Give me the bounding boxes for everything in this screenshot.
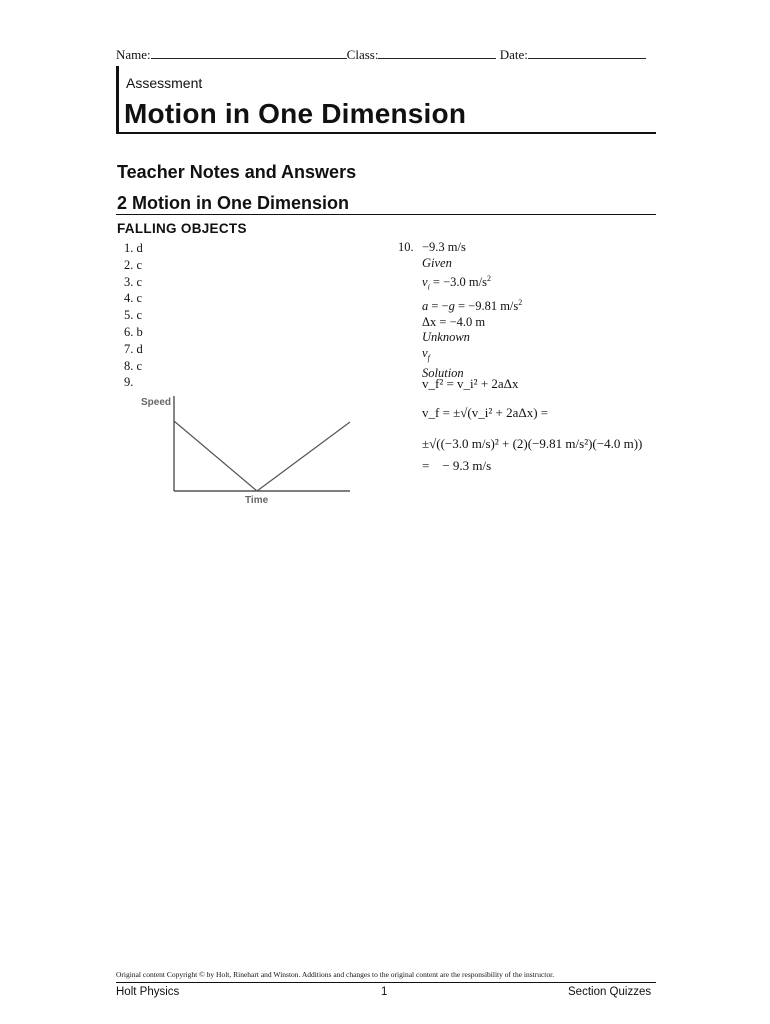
- page-title: Motion in One Dimension: [124, 98, 467, 129]
- given-label: Given: [422, 255, 452, 270]
- footer-book-title: Holt Physics: [116, 986, 180, 998]
- equation-3: ±√((−3.0 m/s)² + (2)(−9.81 m/s²)(−4.0 m)): [422, 436, 643, 451]
- equation-2: v_f = ±√(v_i² + 2aΔx) =: [422, 405, 549, 420]
- solution-label: Solution: [422, 365, 464, 380]
- date-label: Date:: [499, 47, 528, 62]
- answer-item: 5. c: [124, 308, 143, 323]
- section-heading: FALLING OBJECTS: [117, 221, 247, 236]
- chapter-heading: 2 Motion in One Dimension: [117, 193, 350, 213]
- name-label: Name:: [116, 47, 151, 62]
- vi-line: $v_i = -3.0$ $m/s^2$: [422, 274, 491, 292]
- answer-item: 9.: [124, 375, 134, 390]
- q10-answer: −9.3 m/s: [422, 240, 466, 254]
- equation-4: = − 9.3 m/s: [422, 458, 492, 473]
- a-line: a = −g = −9.81 $m/s^2$: [422, 298, 523, 314]
- class-blank: [378, 46, 496, 59]
- page-number: 1: [381, 986, 388, 998]
- graph-xlabel: Time: [245, 495, 269, 506]
- equation-1: v_f² = v_i² + 2aΔx: [422, 376, 519, 391]
- question-10: [398, 240, 522, 381]
- answer-item: 4. c: [124, 291, 143, 306]
- answer-item: 6. b: [124, 324, 143, 339]
- footer-section-title: Section Quizzes: [568, 986, 652, 998]
- dx-line: Δx = −4.0 m: [422, 314, 486, 329]
- copyright-notice: Original content Copyright © by Holt, Rinehart and Winston. Additions and changes to the original content are the responsibility of the instructor.: [116, 970, 555, 979]
- class-label: Class:: [346, 47, 379, 62]
- vf-line: $v_f$: [422, 345, 430, 363]
- chapter-divider: [116, 214, 656, 215]
- answer-item: 8. c: [124, 358, 143, 373]
- notes-heading: Teacher Notes and Answers: [117, 162, 357, 182]
- answer-item: 3. c: [124, 274, 143, 289]
- footer-divider: [116, 982, 656, 983]
- q10-number: 10.: [398, 240, 414, 254]
- title-divider: [116, 132, 656, 134]
- speed-increase-line: [257, 422, 350, 491]
- assessment-kicker: Assessment: [126, 75, 203, 91]
- answer-list: [124, 240, 143, 391]
- graph-ylabel: Speed: [141, 397, 172, 408]
- banner-bar: [116, 66, 119, 132]
- unknown-label: Unknown: [422, 330, 470, 345]
- answer-item: 1. d: [124, 241, 143, 255]
- student-info-header: [116, 46, 646, 63]
- answer-item: 2. c: [124, 257, 143, 272]
- answer-item: 7. d: [124, 341, 143, 356]
- speed-decrease-line: [174, 421, 257, 491]
- speed-time-graph: [138, 390, 358, 510]
- date-blank: [528, 46, 646, 59]
- name-blank: [151, 46, 347, 59]
